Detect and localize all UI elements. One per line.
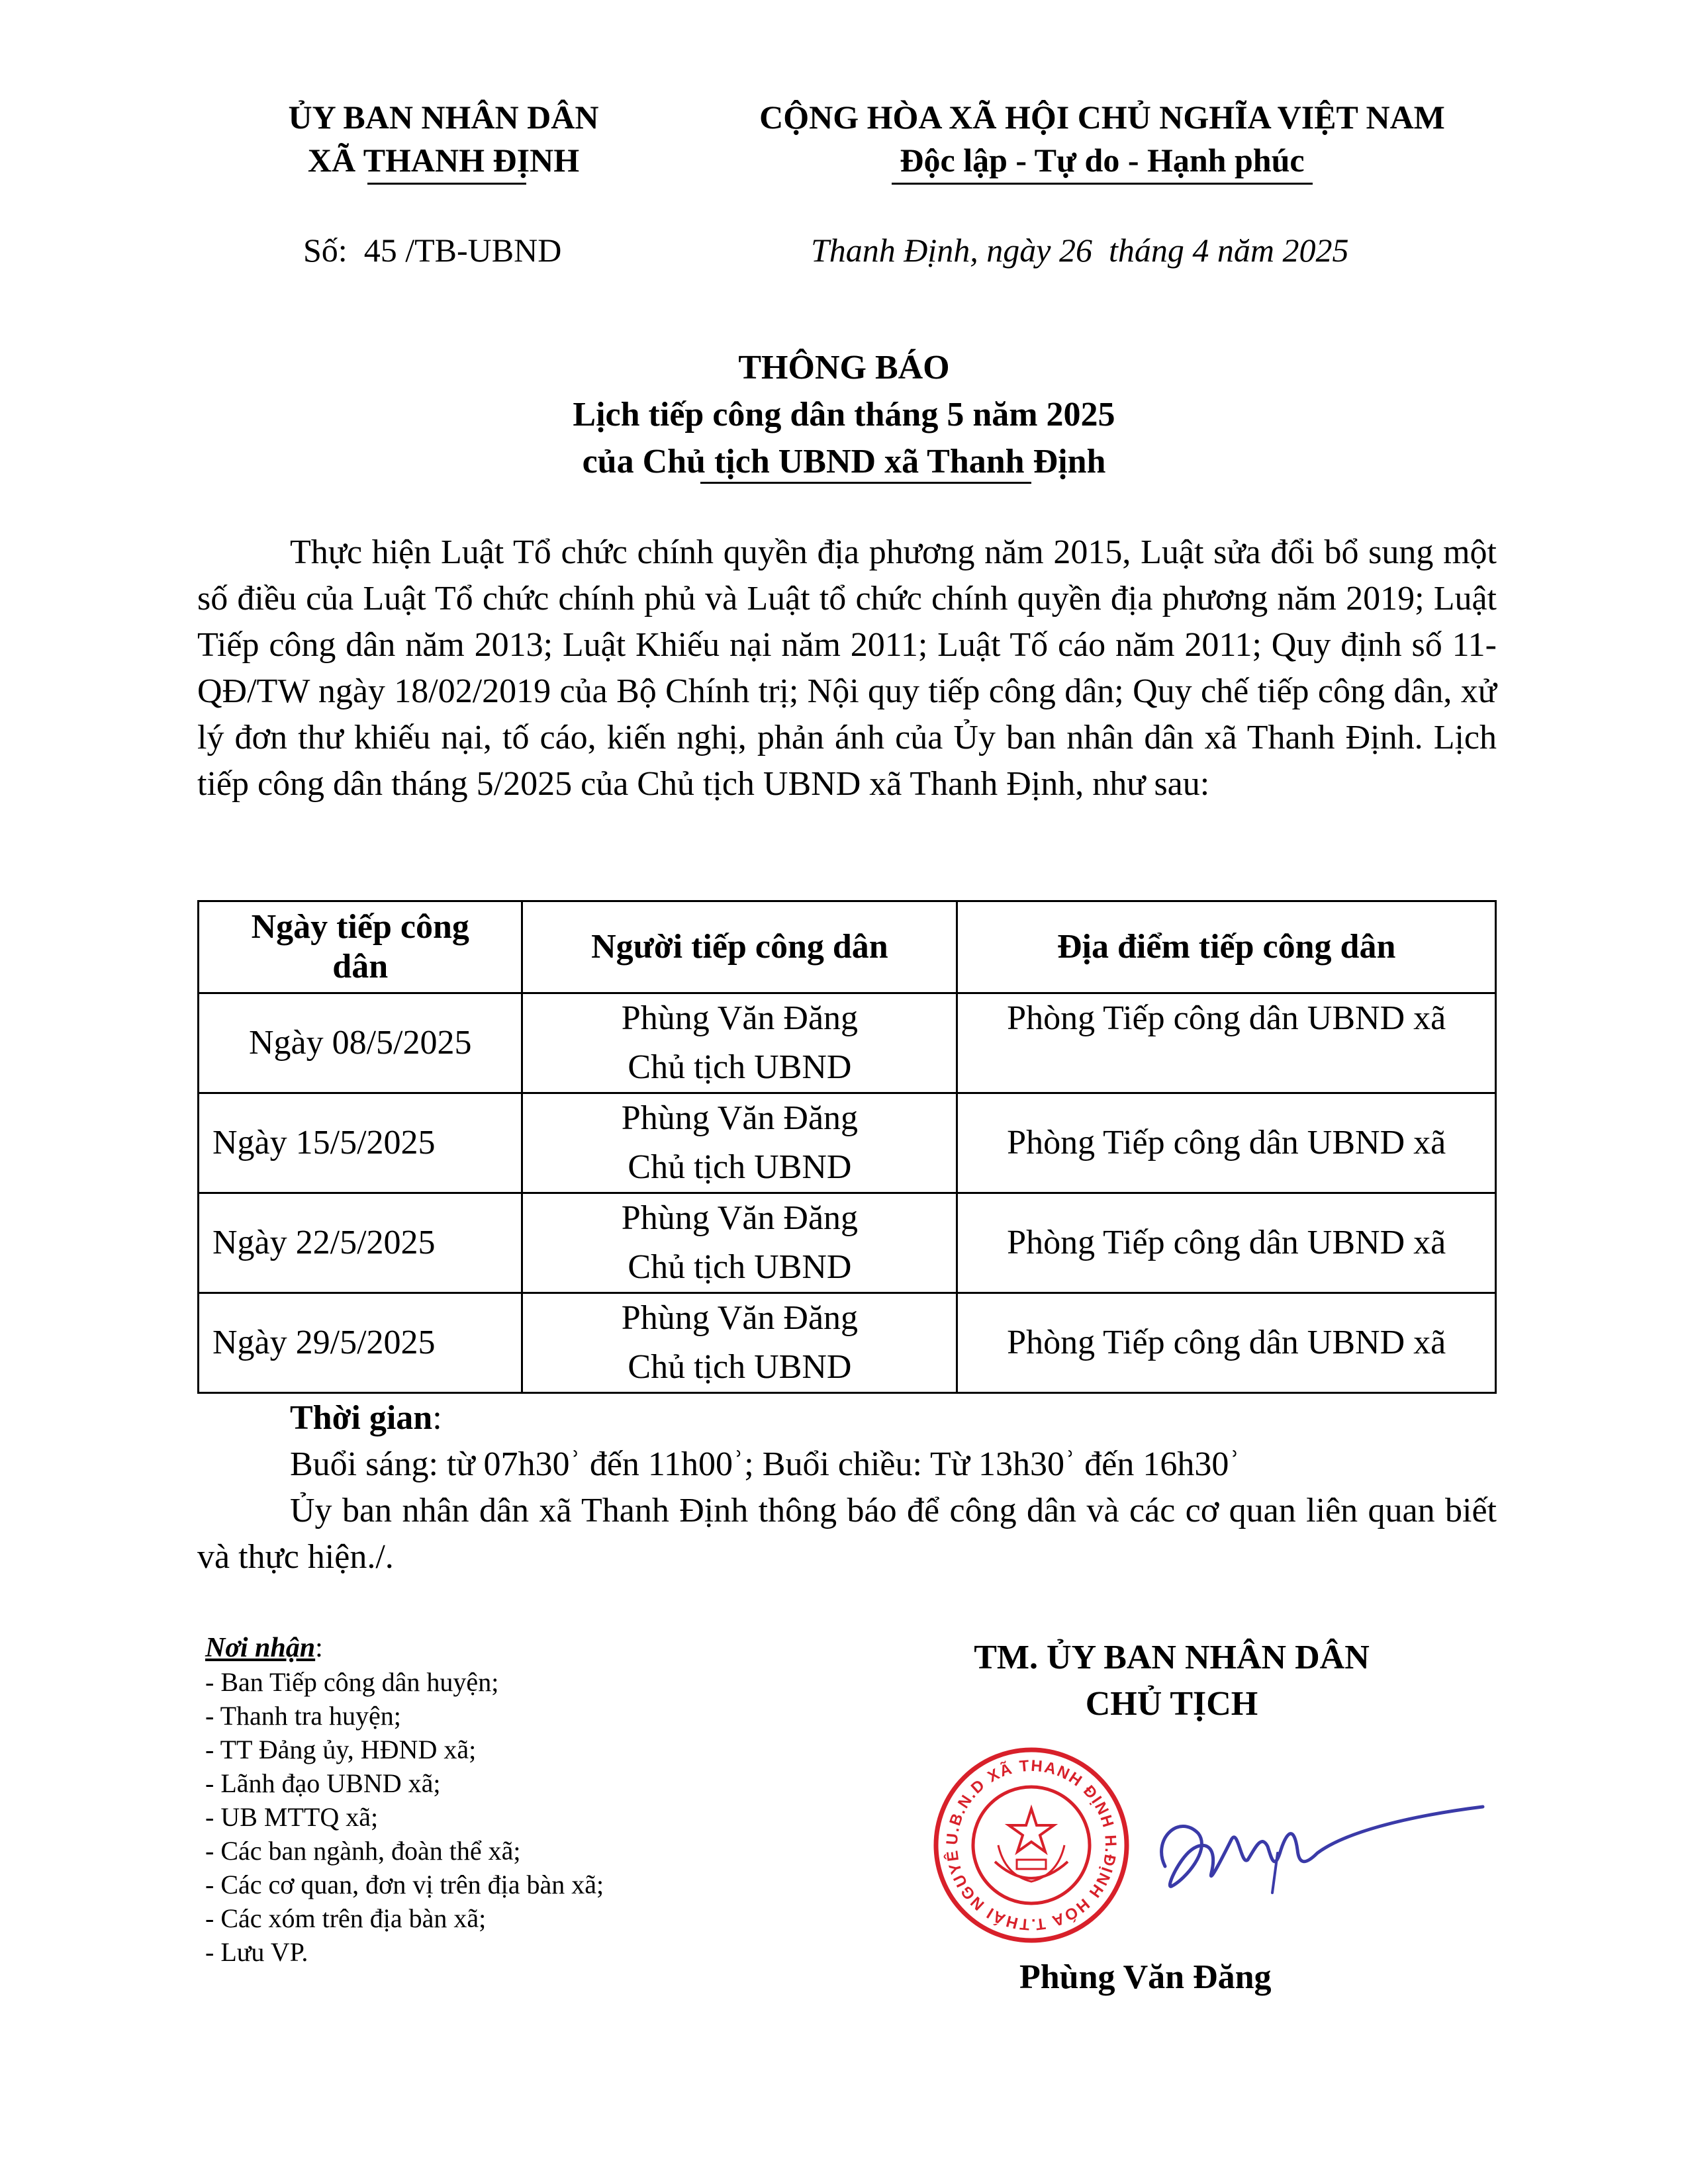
handwritten-signature: [1125, 1787, 1496, 1919]
recipient-item: - Lưu VP.: [205, 1937, 308, 1967]
row-person: [522, 1293, 957, 1393]
signature-title: [874, 1635, 1470, 1727]
recipient-item: - Ban Tiếp công dân huyện;: [205, 1667, 499, 1697]
person-name: Phùng Văn Đăng: [621, 1299, 859, 1337]
seal-icon: [932, 1746, 1131, 1944]
place-date: Thanh Định, ngày 26 tháng 4 năm 2025: [811, 232, 1349, 269]
row-place: Phòng Tiếp công dân UBND xã: [957, 1293, 1496, 1393]
signature-position: CHỦ TỊCH: [1085, 1685, 1258, 1723]
agency-block: [245, 96, 642, 182]
row-place: Phòng Tiếp công dân UBND xã: [957, 993, 1496, 1093]
row-date: Ngày 08/5/2025: [199, 993, 522, 1093]
row-date: Ngày 29/5/2025: [199, 1293, 522, 1393]
person-role: Chủ tịch UBND: [628, 1048, 852, 1086]
table-row: [199, 1193, 1496, 1293]
intro-text: Thực hiện Luật Tổ chức chính quyền địa phương năm 2015, Luật sửa đổi bổ sung một số điều của Luật Tổ chức chính phủ và Luật tổ chức chính quyền địa phương năm 2019; Luật Tiếp công dân năm 2013; Luật Khiếu nại năm 2011; Luật Tố cáo năm 2011; Quy định số 11-QĐ/TW ngày 18/02/2019 của Bộ Chính trị; Nội quy tiếp công dân; Quy chế tiếp công dân, xử lý đơn thư khiếu nại, tố cáo, kiến nghị, phản ánh của Ủy ban nhân dân xã Thanh Định. Lịch tiếp công dân tháng 5/2025 của Chủ tịch UBND xã Thanh Định, như sau:: [197, 533, 1497, 803]
document-number: Số: 45 /TB-UBND: [303, 232, 562, 269]
signer-name: Phùng Văn Đăng: [1019, 1958, 1272, 1996]
person-role: Chủ tịch UBND: [628, 1148, 852, 1186]
header-person: Người tiếp công dân: [522, 901, 957, 993]
person-name: Phùng Văn Đăng: [621, 1099, 859, 1137]
title-underline: [700, 482, 1031, 484]
table-row: [199, 1093, 1496, 1193]
recipient-item: - Các ban ngành, đoàn thể xã;: [205, 1836, 521, 1866]
national-motto: Độc lập - Tự do - Hạnh phúc: [900, 142, 1305, 179]
recipient-item: - Các xóm trên địa bàn xã;: [205, 1903, 487, 1933]
national-title-block: [715, 96, 1489, 182]
recipient-item: - Thanh tra huyện;: [205, 1701, 401, 1731]
recipients-heading: Nơi nhận:: [205, 1633, 323, 1663]
schedule-table: [197, 900, 1497, 1394]
title-issuer: của Chủ tịch UBND xã Thanh Định: [582, 443, 1106, 480]
time-label-line: Thời gian:: [290, 1399, 442, 1437]
recipient-item: - TT Đảng ủy, HĐND xã;: [205, 1735, 477, 1764]
signature-org: TM. ỦY BAN NHÂN DÂN: [974, 1639, 1370, 1676]
row-date: Ngày 15/5/2025: [199, 1093, 522, 1193]
person-name: Phùng Văn Đăng: [621, 1199, 859, 1237]
recipients-label: Nơi nhận: [205, 1633, 316, 1663]
agency-name: ỦY BAN NHÂN DÂN: [288, 99, 599, 136]
recipient-item: - UB MTTQ xã;: [205, 1802, 379, 1832]
time-section: [290, 1395, 1497, 1488]
table-header-row: [199, 901, 1496, 993]
recipient-item: - Các cơ quan, đơn vị trên địa bàn xã;: [205, 1870, 604, 1899]
row-person: [522, 1193, 957, 1293]
intro-paragraph: [197, 529, 1497, 807]
closing-text: Ủy ban nhân dân xã Thanh Định thông báo để công dân và các cơ quan liên quan biết và thực hiện./.: [197, 1492, 1497, 1576]
header-date: Ngày tiếp công dân: [199, 901, 522, 993]
closing-paragraph: [197, 1488, 1497, 1580]
time-details: Buổi sáng: từ 07h30ʾ đến 11h00ʾ; Buổi chiều: Từ 13h30ʾ đến 16h30ʾ: [290, 1445, 1241, 1483]
row-place: Phòng Tiếp công dân UBND xã: [957, 1093, 1496, 1193]
row-place: Phòng Tiếp công dân UBND xã: [957, 1193, 1496, 1293]
person-role: Chủ tịch UBND: [628, 1348, 852, 1386]
person-role: Chủ tịch UBND: [628, 1248, 852, 1286]
title-heading: THÔNG BÁO: [738, 349, 950, 387]
row-date: Ngày 22/5/2025: [199, 1193, 522, 1293]
seal-ring-text: U.B.N.D XÃ THANH ĐỊNH H.ĐỊNH HÓA T.THÁI NGUYÊ: [943, 1756, 1120, 1934]
agency-underline: [367, 183, 526, 185]
document-title: [0, 344, 1688, 485]
motto-underline: [892, 183, 1313, 185]
commune-name: XÃ THANH ĐỊNH: [307, 142, 580, 179]
title-subject: Lịch tiếp công dân tháng 5 năm 2025: [573, 396, 1115, 433]
person-name: Phùng Văn Đăng: [621, 999, 859, 1037]
national-title: CỘNG HÒA XÃ HỘI CHỦ NGHĨA VIỆT NAM: [759, 99, 1445, 136]
row-person: [522, 993, 957, 1093]
time-label: Thời gian: [290, 1399, 433, 1437]
recipient-item: - Lãnh đạo UBND xã;: [205, 1768, 441, 1798]
header-place: Địa điểm tiếp công dân: [957, 901, 1496, 993]
recipients-block: [205, 1631, 708, 1969]
official-seal: [932, 1746, 1131, 1944]
row-person: [522, 1093, 957, 1193]
table-row: [199, 993, 1496, 1093]
table-row: [199, 1293, 1496, 1393]
